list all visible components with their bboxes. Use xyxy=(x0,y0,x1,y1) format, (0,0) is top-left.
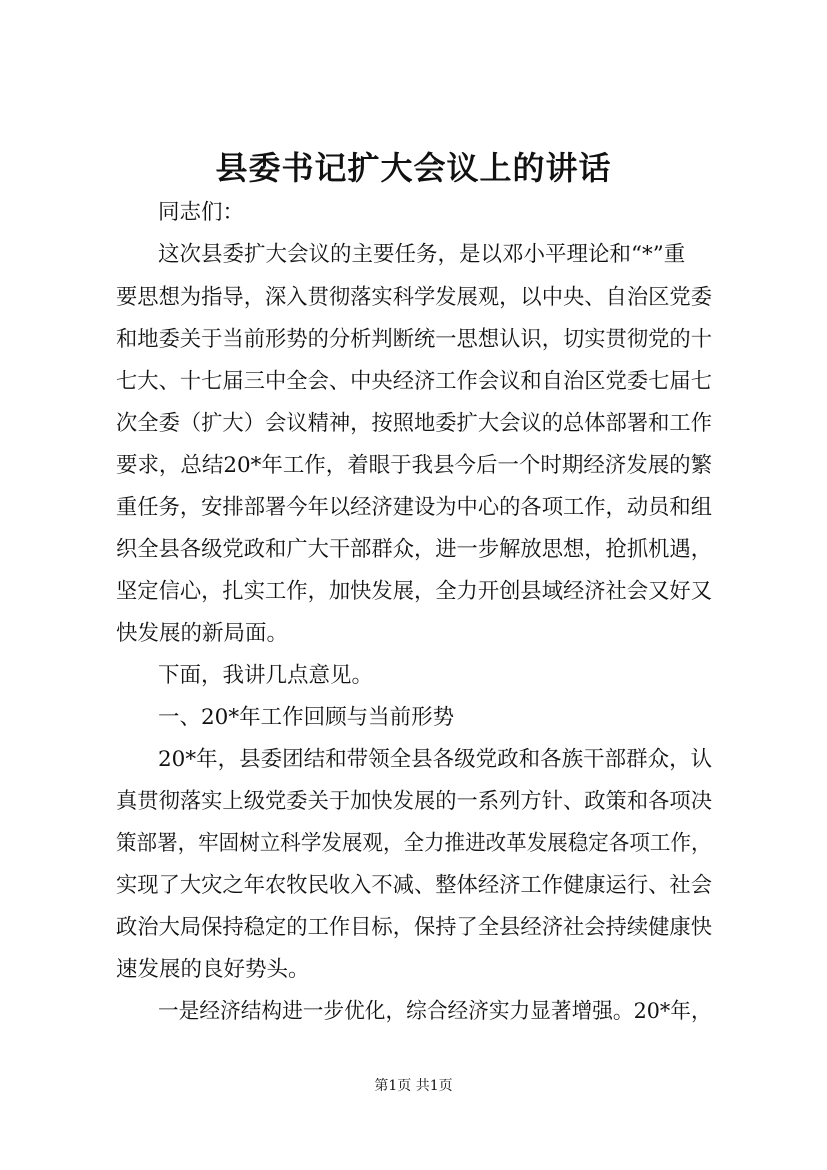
body-line: 速发展的良好势头。 xyxy=(116,957,310,982)
body-line: 这次县委扩大会议的主要任务，是以邓小平理论和“*”重 xyxy=(158,242,686,267)
section-heading: 一、20*年工作回顾与当前形势 xyxy=(158,705,455,730)
body-line: 实现了大灾之年农牧民收入不减、整体经济工作健康运行、社会 xyxy=(116,873,712,898)
body-line: 七大、十七届三中全会、中央经济工作会议和自治区党委七届七 xyxy=(116,369,712,394)
body-line: 和地委关于当前形势的分析判断统一思想认识，切实贯彻党的十 xyxy=(116,327,712,352)
body-line: 政治大局保持稳定的工作目标，保持了全县经济社会持续健康快 xyxy=(116,915,712,940)
body-line: 真贯彻落实上级党委关于加快发展的一系列方针、政策和各项决 xyxy=(116,789,712,814)
body-line: 织全县各级党政和广大干部群众，进一步解放思想，抢抓机遇， xyxy=(116,537,712,562)
salutation-line: 同志们： xyxy=(158,200,245,225)
body-line: 坚定信心，扎实工作，加快发展，全力开创县域经济社会又好又 xyxy=(116,579,712,604)
body-line: 20*年，县委团结和带领全县各级党政和各族干部群众，认 xyxy=(158,747,713,772)
body-line: 要思想为指导，深入贯彻落实科学发展观，以中央、自治区党委 xyxy=(116,285,712,310)
body-line: 次全委（扩大）会议精神，按照地委扩大会议的总体部署和工作 xyxy=(116,411,712,436)
body-line: 快发展的新局面。 xyxy=(116,621,289,646)
body-line: 策部署，牢固树立科学发展观，全力推进改革发展稳定各项工作， xyxy=(116,831,712,856)
body-line: 要求，总结20*年工作，着眼于我县今后一个时期经济发展的繁 xyxy=(116,453,713,478)
document-title: 县委书记扩大会议上的讲话 xyxy=(215,149,612,187)
body-line: 重任务，安排部署今年以经济建设为中心的各项工作，动员和组 xyxy=(116,495,712,520)
body-line: 下面，我讲几点意见。 xyxy=(158,663,374,688)
body-line: 一是经济结构进一步优化，综合经济实力显著增强。20*年， xyxy=(158,999,712,1024)
page-footer: 第1页 共1页 xyxy=(374,1078,453,1094)
